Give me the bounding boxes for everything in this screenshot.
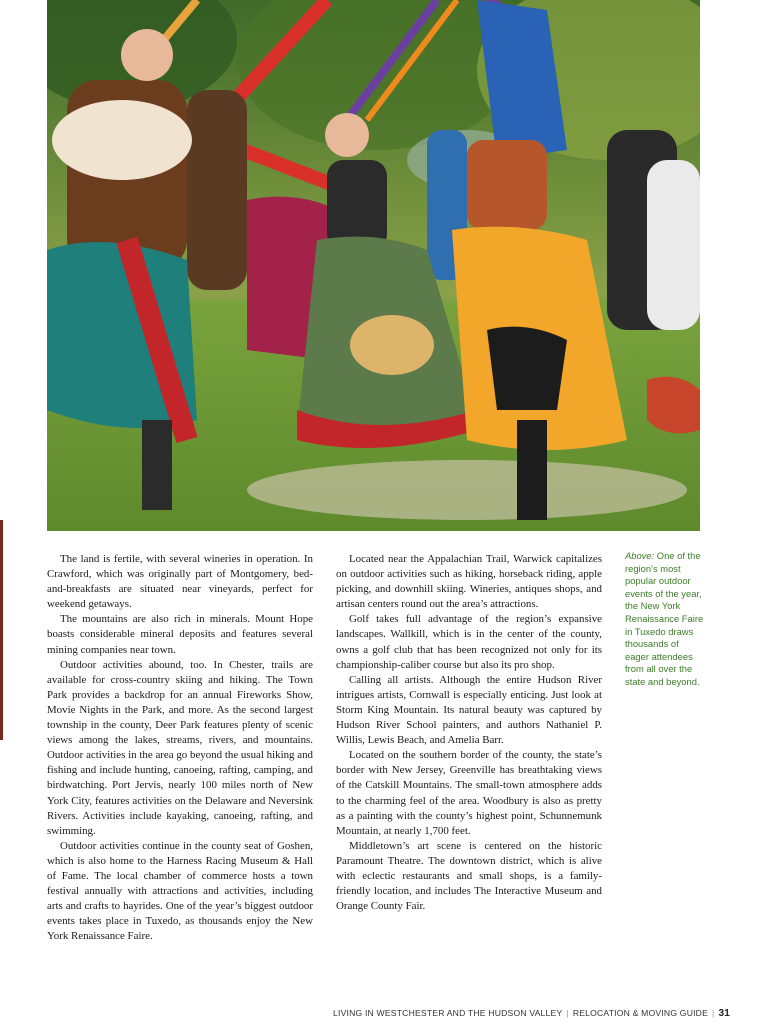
page-edge-mark [0, 520, 3, 740]
caption-text: One of the region’s most popular outdoor events of the year, the New York Renaissance Faire in Tuxedo draws thousands of eager attendees from all over the state and beyond. [625, 550, 704, 687]
footer-separator: | [566, 1008, 569, 1018]
renaissance-faire-photo [47, 0, 700, 531]
caption-lead: Above: [625, 550, 655, 561]
paragraph: The mountains are also rich in minerals. Mount Hope boasts considerable mineral deposits and features several mining companies near town. [47, 613, 313, 656]
photo-caption [625, 550, 705, 689]
paragraph: Outdoor activities continue in the county seat of Goshen, which is also home to the Harness Racing Museum & Hall of Fame. The local chamber of commerce hosts a town festival annually with attractions and activities, including arts and crafts to hayrides. One of the year’s biggest outdoor events takes place in Tuxedo, as thousands enjoy the New York Renaissance Faire. [47, 839, 313, 943]
article-column-1 [47, 552, 313, 944]
paragraph: Calling all artists. Although the entire Hudson River intrigues artists, Cornwall is especially enticing. Just look at Storm King Mountain. Its natural beauty was captured by Hudson River School painters, and authors Nathaniel P. Willis, Lewis Beach, and Amelia Barr. [336, 673, 602, 747]
page-number: 31 [718, 1008, 730, 1019]
footer-separator: | [712, 1008, 715, 1018]
paragraph: Located on the southern border of the county, the state’s border with New Jersey, Greenville has breathtaking views of the Catskill Mountains. The small-town atmosphere adds to the charming feel of the area. Woodbury is also as pretty as a painting with the county’s highest point, Schunnemunk Mountain, at nearly 1,700 feet. [336, 749, 602, 837]
footer-publication: LIVING IN WESTCHESTER AND THE HUDSON VALLEY [333, 1008, 563, 1018]
page-footer [300, 1008, 730, 1019]
paragraph: The land is fertile, with several wineries in operation. In Crawford, which was originally part of Montgomery, bed-and-breakfasts are situated near vineyards, perfect for weekend getaways. [47, 553, 313, 611]
paragraph: Middletown’s art scene is centered on the historic Paramount Theatre. The downtown district, which is alive with eclectic restaurants and small shops, is a family-friendly location, and includes The Interactive Museum and Orange County Fair. [336, 839, 602, 913]
paragraph: Outdoor activities abound, too. In Chester, trails are available for cross-country skiing and hiking. The Town Park provides a backdrop for an annual Fireworks Show, Movie Nights in the Park, and more. As the second largest township in the county, Deer Park features plenty of scenic views among the lakes, streams, rivers, and mountains. Outdoor activities in the area go beyond the usual hiking and fishing and include hunting, canoeing, rafting, camping, and birdwatching. Port Jervis, nearly 100 miles north of New York City, features activities on the Delaware and Neversink Rivers. Activities include kayaking, canoeing, rafting, and swimming. [47, 658, 313, 837]
paragraph: Golf takes full advantage of the region’s expansive landscapes. Wallkill, which is in the center of the county, owns a golf club that has been recognized not only for its championship-caliber course but also its pro shop. [336, 613, 602, 671]
photo-illustration [47, 0, 700, 531]
paragraph: Located near the Appalachian Trail, Warwick capitalizes on outdoor activities such as hiking, horseback riding, apple picking, and downhill skiing. Wineries, antiques shops, and artisan centers round out the area’s attractions. [336, 553, 602, 611]
footer-section: RELOCATION & MOVING GUIDE [572, 1008, 709, 1018]
article-column-2 [336, 552, 602, 914]
